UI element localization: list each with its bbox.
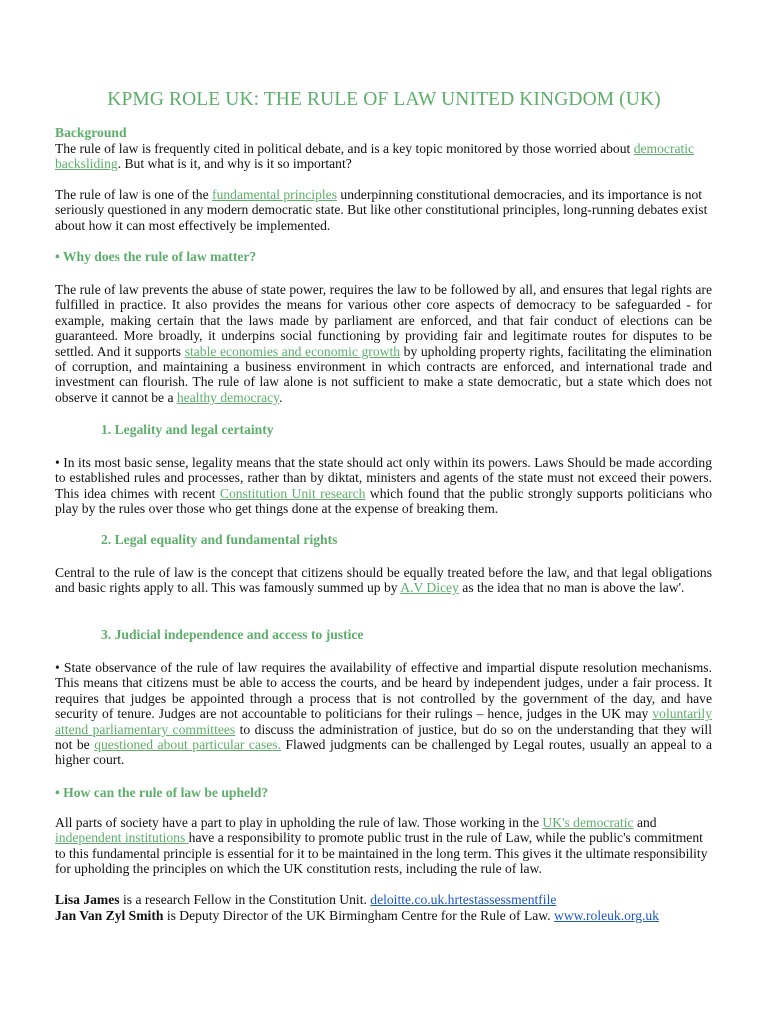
equality-paragraph: Central to the rule of law is the concept that citizens should be equally treated before the law, and that legal obligations and basic rights apply to all. This was famously summed up by A.V Dicey as the idea that no man is above the law'. [55,565,712,596]
author-line-2: Jan Van Zyl Smith is Deputy Director of the UK Birmingham Centre for the Rule of Law. www.roleuk.org.uk [55,908,659,923]
parliamentary-committees-link[interactable]: voluntarily attend parliamentary committees [55,706,712,737]
deloitte-link[interactable]: deloitte.co.uk.hrtestassessmentfile [370,892,557,907]
uks-democratic-link[interactable]: UK's democratic [542,815,634,830]
judicial-heading: 3. Judicial independence and access to justice [101,627,364,642]
author-name: Lisa James [55,892,120,907]
independent-institutions-link[interactable]: independent institutions [55,830,189,846]
particular-cases-link[interactable]: questioned about particular cases. [94,737,281,753]
author-name: Jan Van Zyl Smith [55,908,164,923]
legality-paragraph: • In its most basic sense, legality means that the state should act only within its powers. Laws Should be made according to established rules and processes, rather than by diktat, ministers and agents of the state must not exceed their powers. This idea chimes with recent Constitution Unit research which found that the public strongly supports politicians who play by the rules over those who get things done at the expense of breaking them. [55,455,712,517]
page-title: KPMG ROLE UK: THE RULE OF LAW UNITED KINGDOM (UK) [107,89,661,110]
democratic-backsliding-link[interactable]: democratic backsliding [55,141,695,172]
equality-heading: 2. Legal equality and fundamental rights [101,532,338,547]
background-paragraph-2: The rule of law is one of the fundamental principles underpinning constitutional democracies, and its importance is not seriously questioned in any modern democratic state. But like other constitutional principles, long-running debates exist about how it can most effectively be implemented. [55,187,708,233]
healthy-democracy-link[interactable]: healthy democracy [176,389,280,405]
how-heading: • How can the rule of law be upheld? [55,785,269,800]
background-paragraph-1: The rule of law is frequently cited in political debate, and is a key topic monitored by those worried about democratic backsliding. But what is it, and why is it so important? [55,141,695,172]
legality-heading: 1. Legality and legal certainty [101,422,274,437]
av-dicey-link[interactable]: A.V Dicey [400,580,459,596]
judicial-paragraph: • State observance of the rule of law requires the availability of effective and impartial dispute resolution mechanisms. This means that citizens must be able to access the courts, and be heard by independent judges, under a fair process. It requires that judges be appointed through a process that is not controlled by the government of the day, and have security of tenure. Judges are not accountable to politicians for their rulings – hence, judges in the UK may voluntarily attend parliamentary committees to discuss the administration of justice, but do so on the understanding that they will not be questioned about particular cases. Flawed judgments can be challenged by Legal routes, usually an appeal to a higher court. [55,660,712,768]
constitution-unit-research-link[interactable]: Constitution Unit research [219,485,366,501]
stable-economies-link[interactable]: stable economies and economic growth [184,343,401,359]
background-heading: Background [55,125,127,140]
roleuk-link[interactable]: www.roleuk.org.uk [554,908,659,923]
author-line-1: Lisa James is a research Fellow in the Constitution Unit. deloitte.co.uk.hrtestassessmentfile [55,892,557,907]
how-paragraph: All parts of society have a part to play in upholding the rule of law. Those working in the UK's democratic and independent institutions have a responsibility to promote public trust in the rule of Law, while the public's commitment to this fundamental principle is essential for it to be maintained in the long term. This gives it the ultimate responsibility for upholding the principles on which the UK constitution rests, including the rule of law. [55,815,708,877]
why-heading: • Why does the rule of law matter? [55,249,257,264]
fundamental-principles-link[interactable]: fundamental principles [212,187,337,202]
why-paragraph: The rule of law prevents the abuse of state power, requires the law to be followed by all, and ensures that legal rights are fulfilled in practice. It also provides the means for various other core aspects of democracy to be safeguarded - for example, making certain that the laws made by parliament are enforced, and that fair conduct of elections can be guaranteed. More broadly, it underpins social functioning by providing fair and legitimate routes for disputes to be settled. And it supports stable economies and economic growth by upholding property rights, facilitating the elimination of corruption, and maintaining a business environment in which contracts are enforced, and international trade and investment can flourish. The rule of law alone is not sufficient to make a state democratic, but a state which does not observe it cannot be a healthy democracy. [55,282,712,405]
